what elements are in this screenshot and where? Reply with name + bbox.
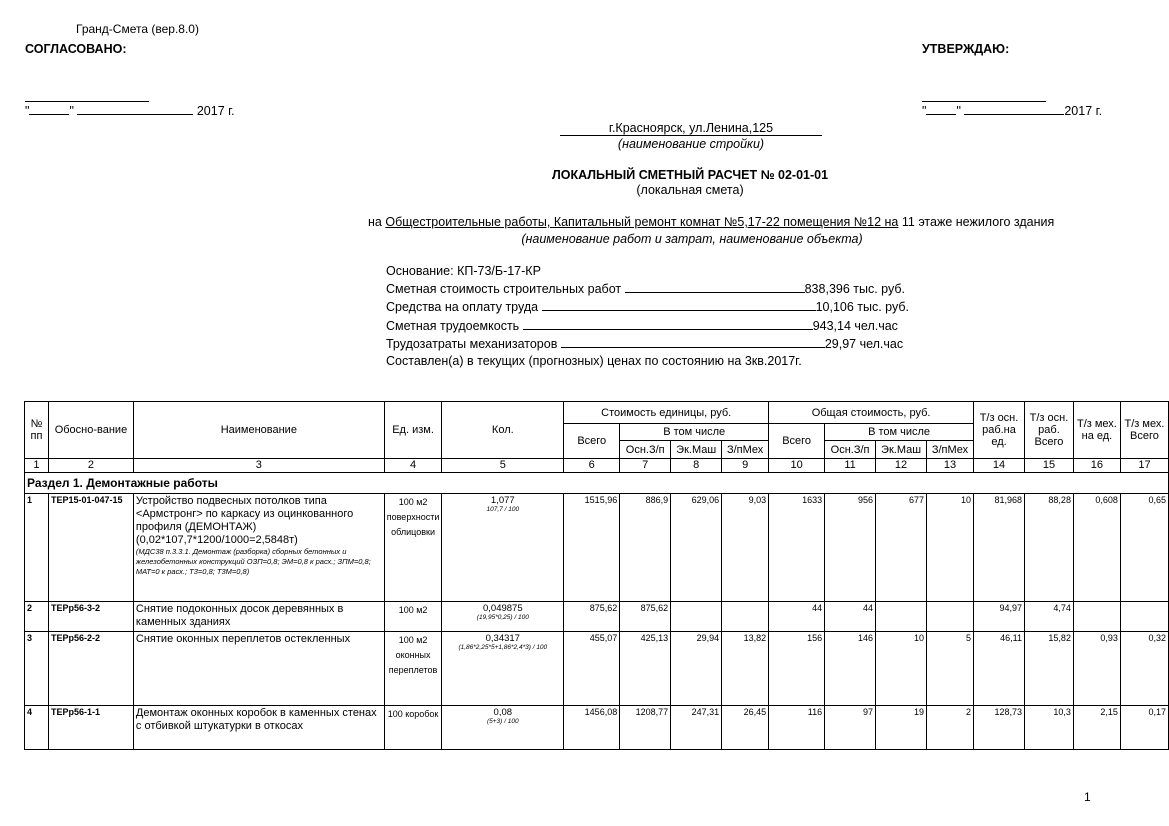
site-caption: (наименование стройки) xyxy=(617,137,765,151)
row-qty-cell xyxy=(442,706,564,750)
row-total-zp-mech: 2 xyxy=(927,706,974,750)
row-mech-total: 0,65 xyxy=(1120,494,1168,602)
col-number: 14 xyxy=(974,459,1025,473)
page-number: 1 xyxy=(1084,790,1091,804)
col-number: 12 xyxy=(876,459,927,473)
program-name: Гранд-Смета (вер.8.0) xyxy=(76,22,199,36)
header-lab-total: Т/з осн. раб. Всего xyxy=(1024,402,1073,459)
row-mech-unit xyxy=(1073,602,1120,632)
row-lab-total: 4,74 xyxy=(1024,602,1073,632)
header-mech-total: Т/з мех. Всего xyxy=(1120,402,1168,459)
row-unit-osn-zp: 875,62 xyxy=(620,602,671,632)
row-lab-unit: 128,73 xyxy=(974,706,1025,750)
row-mech-total: 0,32 xyxy=(1120,632,1168,706)
basis-line: Основание: КП-73/Б-17-КР xyxy=(386,264,541,278)
row-unit-zp-mech: 26,45 xyxy=(722,706,769,750)
approve-date: " " 2017 г. xyxy=(922,104,1103,118)
row-name: Устройство подвесных потолков типа <Армстронг> по каркасу из оцинкованного профиля (ДЕМОНТАЖ) (0,02*107,7*1200/1000=2,5848т) xyxy=(135,495,354,546)
row-unit-zp-mech: 13,82 xyxy=(722,632,769,706)
table-row xyxy=(25,602,1169,632)
row-code: ТЕРр56-2-2 xyxy=(48,632,133,706)
row-unit-ek-mash: 247,31 xyxy=(671,706,722,750)
row-qty: 0,049875 xyxy=(482,603,523,614)
site-address: г.Красноярск, ул.Ленина,125 xyxy=(560,121,822,136)
header-name: Наименование xyxy=(133,402,384,459)
row-total-ek-mash xyxy=(876,602,927,632)
row-total-osn-zp: 44 xyxy=(825,602,876,632)
header-total-total: Всего xyxy=(769,424,825,459)
row-mech-total xyxy=(1120,602,1168,632)
col-number: 1 xyxy=(25,459,49,473)
row-code: ТЕР15-01-047-15 xyxy=(48,494,133,602)
header-zp-mech: З/пМех xyxy=(927,441,974,459)
row-name: Снятие оконных переплетов остекленных xyxy=(135,633,351,645)
col-number: 9 xyxy=(722,459,769,473)
header-total-incl: В том числе xyxy=(825,424,974,441)
row-lab-unit: 81,968 xyxy=(974,494,1025,602)
header-basis: Обосно-вание xyxy=(48,402,133,459)
row-unit-zp-mech: 9,03 xyxy=(722,494,769,602)
header-osn-zp: Осн.З/п xyxy=(620,441,671,459)
row-number: 4 xyxy=(25,706,49,750)
header-zp-mech: З/пМех xyxy=(722,441,769,459)
row-total-ek-mash: 10 xyxy=(876,632,927,706)
row-lab-unit: 46,11 xyxy=(974,632,1025,706)
row-mech-unit: 0,93 xyxy=(1073,632,1120,706)
col-number: 13 xyxy=(927,459,974,473)
row-total-osn-zp: 956 xyxy=(825,494,876,602)
header-unit-total: Всего xyxy=(564,424,620,459)
row-unit-ek-mash: 29,94 xyxy=(671,632,722,706)
row-code: ТЕРр56-1-1 xyxy=(48,706,133,750)
row-lab-total: 88,28 xyxy=(1024,494,1073,602)
row-qty-formula: (19,95*0,25) / 100 xyxy=(476,614,529,621)
col-number: 10 xyxy=(769,459,825,473)
header-osn-zp: Осн.З/п xyxy=(825,441,876,459)
approve-signature-line xyxy=(922,101,1046,102)
row-lab-total: 15,82 xyxy=(1024,632,1073,706)
row-qty-cell xyxy=(442,494,564,602)
summary-estimate-cost: Сметная стоимость строительных работ 838,396 тыс. руб. xyxy=(386,282,906,296)
col-number: 8 xyxy=(671,459,722,473)
row-unit-total: 1515,96 xyxy=(564,494,620,602)
row-total-osn-zp: 146 xyxy=(825,632,876,706)
header-mech-unit: Т/з мех. на ед. xyxy=(1073,402,1120,459)
row-lab-unit: 94,97 xyxy=(974,602,1025,632)
row-unit: 100 коробок xyxy=(384,706,442,750)
col-number: 3 xyxy=(133,459,384,473)
row-unit: 100 м2 оконных переплетов xyxy=(384,632,442,706)
row-qty-formula: (1,86*2,25*5+1,86*2,4*3) / 100 xyxy=(458,644,548,651)
header-total-cost: Общая стоимость, руб. xyxy=(769,402,974,424)
row-name-cell xyxy=(133,602,384,632)
summary-labor-intensity: Сметная трудоемкость 943,14 чел.час xyxy=(386,319,898,333)
header-ek-mash: Эк.Маш xyxy=(671,441,722,459)
document-title: ЛОКАЛЬНЫЙ СМЕТНЫЙ РАСЧЕТ № 02-01-01 xyxy=(551,168,829,182)
summary-mechanic-labor: Трудозатраты механизаторов 29,97 чел.час xyxy=(386,337,904,351)
row-total: 1633 xyxy=(769,494,825,602)
row-unit-total: 875,62 xyxy=(564,602,620,632)
row-total: 116 xyxy=(769,706,825,750)
row-qty: 0,34317 xyxy=(485,633,520,644)
col-number: 11 xyxy=(825,459,876,473)
header-unit-cost: Стоимость единицы, руб. xyxy=(564,402,769,424)
col-number: 15 xyxy=(1024,459,1073,473)
row-qty: 0,08 xyxy=(493,707,513,718)
header-unit-incl: В том числе xyxy=(620,424,769,441)
col-number: 17 xyxy=(1120,459,1168,473)
row-mech-unit: 0,608 xyxy=(1073,494,1120,602)
col-number: 4 xyxy=(384,459,442,473)
prices-note: Составлен(а) в текущих (прогнозных) ценах по состоянию на 3кв.2017г. xyxy=(386,354,802,368)
agreed-date: " " 2017 г. xyxy=(25,104,235,118)
row-lab-total: 10,3 xyxy=(1024,706,1073,750)
row-unit: 100 м2 поверхности облицовки xyxy=(384,494,442,602)
row-total-zp-mech: 10 xyxy=(927,494,974,602)
agreed-signature-line xyxy=(25,101,149,102)
row-qty-cell xyxy=(442,602,564,632)
row-name-cell xyxy=(133,706,384,750)
row-name-cell xyxy=(133,632,384,706)
row-number: 1 xyxy=(25,494,49,602)
header-unit: Ед. изм. xyxy=(384,402,442,459)
row-code: ТЕРр56-3-2 xyxy=(48,602,133,632)
header-num: № пп xyxy=(25,402,49,459)
col-number: 7 xyxy=(620,459,671,473)
row-total-osn-zp: 97 xyxy=(825,706,876,750)
row-total-zp-mech xyxy=(927,602,974,632)
table-row xyxy=(25,494,1169,602)
row-qty: 1,077 xyxy=(490,495,515,506)
summary-labor-funds: Средства на оплату труда 10,106 тыс. руб. xyxy=(386,300,910,314)
col-number: 5 xyxy=(442,459,564,473)
work-caption: (наименование работ и затрат, наименование объекта) xyxy=(521,232,863,246)
row-number: 2 xyxy=(25,602,49,632)
header-ek-mash: Эк.Маш xyxy=(876,441,927,459)
row-total-ek-mash: 677 xyxy=(876,494,927,602)
agreed-label: СОГЛАСОВАНО: xyxy=(25,42,127,56)
work-description: на Общестроительные работы, Капитальный ремонт комнат №5,17-22 помещения №12 на 11 этаже нежилого здания xyxy=(368,215,1055,229)
header-qty: Кол. xyxy=(442,402,564,459)
row-mech-unit: 2,15 xyxy=(1073,706,1120,750)
row-name-cell xyxy=(133,494,384,602)
table-row xyxy=(25,706,1169,750)
row-total: 44 xyxy=(769,602,825,632)
row-unit: 100 м2 xyxy=(384,602,442,632)
row-unit-osn-zp: 425,13 xyxy=(620,632,671,706)
row-unit-ek-mash: 629,06 xyxy=(671,494,722,602)
col-number: 16 xyxy=(1073,459,1120,473)
approve-label: УТВЕРЖДАЮ: xyxy=(922,42,1010,56)
row-total-ek-mash: 19 xyxy=(876,706,927,750)
row-unit-osn-zp: 886,9 xyxy=(620,494,671,602)
row-name: Демонтаж оконных коробок в каменных стенах с отбивкой штукатурки в откосах xyxy=(135,707,377,732)
row-qty-cell xyxy=(442,632,564,706)
estimate-table xyxy=(24,401,1169,750)
row-unit-ek-mash xyxy=(671,602,722,632)
row-number: 3 xyxy=(25,632,49,706)
document-subtitle: (локальная смета) xyxy=(636,183,744,197)
row-note: (МДС38 п.3.3.1. Демонтаж (разборка) сборных бетонных и железобетонных конструкций ОЗП=0,8; ЭМ=0,8 к расх.; ЗПМ=0,8; МАТ=0 к расх.; Т3=0,8; Т3М=0,8) xyxy=(135,547,371,576)
row-mech-total: 0,17 xyxy=(1120,706,1168,750)
col-number: 2 xyxy=(48,459,133,473)
row-qty-formula: (5+3) / 100 xyxy=(486,718,519,725)
table-row xyxy=(25,632,1169,706)
row-unit-osn-zp: 1208,77 xyxy=(620,706,671,750)
section-title: Раздел 1. Демонтажные работы xyxy=(25,473,1169,494)
row-total-zp-mech: 5 xyxy=(927,632,974,706)
row-unit-total: 1456,08 xyxy=(564,706,620,750)
row-name: Снятие подоконных досок деревянных в каменных зданиях xyxy=(135,603,344,628)
col-number: 6 xyxy=(564,459,620,473)
row-total: 156 xyxy=(769,632,825,706)
row-qty-formula: 107,7 / 100 xyxy=(486,506,520,513)
row-unit-zp-mech xyxy=(722,602,769,632)
row-unit-total: 455,07 xyxy=(564,632,620,706)
header-lab-unit: Т/з осн. раб.на ед. xyxy=(974,402,1025,459)
